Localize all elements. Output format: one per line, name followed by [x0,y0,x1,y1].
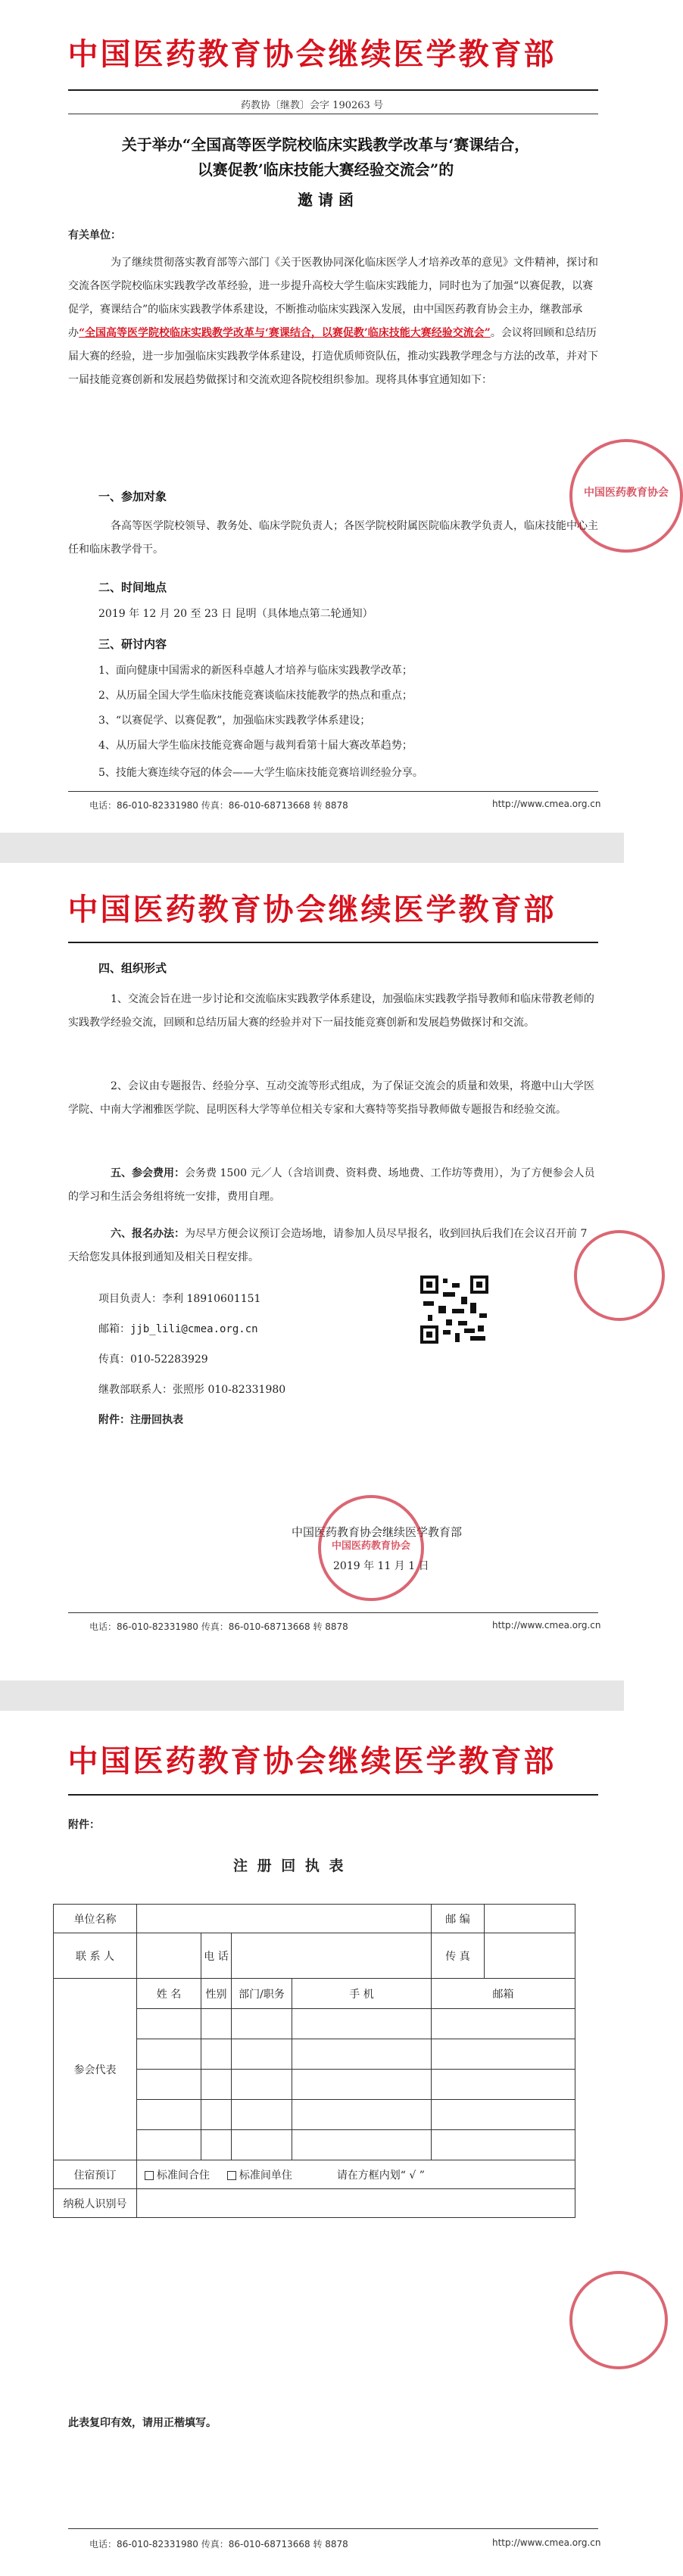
delegate-cell[interactable] [292,2039,432,2070]
meeting-name-highlight: “全国高等医学院校临床实践教学改革与‘赛课结合，以赛促教’临床技能大赛经验交流会” [79,327,491,339]
footer-contact: 电话：86-010-82331980 传真：86-010-68713668 转 8878 [89,2539,348,2550]
fee-paragraph [68,1162,598,1209]
delegate-cell[interactable] [292,2009,432,2039]
letter-title-line-2: 以赛促教’临床技能大赛经验交流会”的 [197,160,454,179]
footer-contact: 电话：86-010-82331980 传真：86-010-68713668 转 8878 [89,1621,348,1632]
footer-rule [68,2528,598,2529]
page-1-bottom [0,765,624,833]
edge-seal-stamp [574,1230,665,1321]
unit-name-label: 单位名称 [54,1905,137,1933]
contact-office: 继教部联系人：张照彤 010-82331980 [98,1384,286,1396]
registration-table [53,1904,575,2218]
topic-item: 3、“以赛促学、以赛促教”，加强临床实践教学体系建设； [98,715,371,727]
col-email: 邮箱 [432,1979,575,2009]
delegate-cell[interactable] [201,2100,232,2130]
contact-field[interactable] [137,1933,201,1979]
postal-label: 邮 编 [432,1905,485,1933]
col-name: 姓 名 [137,1979,201,2009]
time-place-text: 2019 年 12 月 20 至 23 日 昆明（具体地点第二轮通知） [98,608,373,620]
header-rule [68,1794,598,1796]
col-gender: 性别 [201,1979,232,2009]
section-participants: 一、参加对象 [98,490,167,503]
edge-seal-stamp [569,2271,668,2369]
footer-contact: 电话：86-010-82331980 传真：86-010-68713668 转 8878 [89,800,348,811]
page-2 [0,863,624,1680]
registration-paragraph [68,1223,598,1269]
contact-label: 联 系 人 [54,1933,137,1979]
double-room-label: 标准间合住 [157,2169,210,2182]
delegate-cell[interactable] [432,2039,575,2070]
footer-website: http://www.cmea.org.cn [492,1620,601,1631]
contact-email-row [98,1321,258,1336]
org-header: 中国医药教育协会继续医学教育部 [67,892,557,927]
qr-code [420,1276,488,1344]
delegate-cell[interactable] [232,2130,292,2160]
delegates-label: 参会代表 [54,1979,137,2160]
taxpayer-label: 纳税人识别号 [54,2189,137,2218]
contact-manager: 项目负责人：李利 18910601151 [98,1293,261,1305]
contact-fax: 传真：010-52283929 [98,1353,208,1366]
delegate-cell[interactable] [201,2009,232,2039]
form-title: 注 册 回 执 表 [233,1858,346,1874]
participants-body: 各高等医学院校领导、教务处、临床学院负责人；各医学院校附属医院临床教学负责人，临床技能中心主任和临床教学骨干。 [68,520,598,556]
topic-item: 4、从历届大学生临床技能竞赛命题与裁判看第十届大赛改革趋势； [98,740,413,752]
delegate-cell[interactable] [292,2100,432,2130]
attachment-note: 附件：注册回执表 [98,1414,183,1426]
delegate-cell[interactable] [432,2009,575,2039]
format-paragraph-2 [68,1075,598,1122]
intro-paragraph [68,251,598,392]
single-room-label: 标准间单住 [239,2169,292,2182]
lodging-label: 住宿预订 [54,2160,137,2189]
document-number: 药教协〔继教〕会字 190263 号 [241,100,383,111]
delegate-cell[interactable] [292,2070,432,2100]
delegate-cell[interactable] [232,2009,292,2039]
phone-field[interactable] [232,1933,432,1979]
section-topics: 三、研讨内容 [98,637,167,651]
page-3 [0,1711,624,2576]
delegate-cell[interactable] [232,2070,292,2100]
participants-text [68,515,598,562]
delegate-cell[interactable] [137,2009,201,2039]
registration-text: 为尽早方便会议预订会造场地，请参加人员尽早报名，收到回执后我们在会议召开前 7 天给您发具体报到通知及相关日程安排。 [68,1228,588,1263]
single-room-checkbox[interactable] [227,2171,236,2180]
delegate-cell[interactable] [137,2130,201,2160]
header-rule [68,89,598,91]
taxpayer-field[interactable] [137,2189,575,2218]
tick-hint: 请在方框内划“ √ ” [336,2169,425,2182]
delegate-cell[interactable] [201,2039,232,2070]
delegate-cell[interactable] [137,2039,201,2070]
email-value: jjb_lili@cmea.org.cn [130,1323,258,1335]
official-seal-stamp [318,1495,424,1601]
col-mobile: 手 机 [292,1979,432,2009]
delegate-cell[interactable] [201,2130,232,2160]
letter-title-line-1: 关于举办“全国高等医学院校临床实践教学改革与‘赛课结合， [121,135,530,154]
postal-field[interactable] [485,1905,575,1933]
fee-label: 五、参会费用： [111,1167,185,1179]
attachment-label: 附件： [68,1819,100,1831]
header-rule [68,942,598,943]
signature-organization: 中国医药教育协会继续医学教育部 [292,1525,463,1539]
intro-text-a: 为了继续贯彻落实教育部等六部门《关于医教协同深化临床医学人才培养改革的意见》文件精神，探讨和交流各医学院校临床实践教学改革经验，进一步提升高校大学生临床实践能力，同时也为了加强“以赛促教，以赛促学，赛课结合”的临床实践教学体系建设，不断推动临床实践深入发展，由中国医药教育协会主办，继教部承办 [68,257,598,339]
delegate-cell[interactable] [432,2070,575,2100]
delegate-cell[interactable] [232,2100,292,2130]
red-seal-stamp [569,439,683,553]
org-header: 中国医药教育协会继续医学教育部 [67,37,557,72]
section-time-place: 二、时间地点 [98,581,167,594]
delegate-cell[interactable] [201,2070,232,2100]
salutation: 有关单位： [68,229,121,241]
delegate-cell[interactable] [432,2130,575,2160]
page-gap [0,1680,624,1711]
topic-item: 2、从历届全国大学生临床技能竞赛谈临床技能教学的热点和重点； [98,690,413,702]
delegate-cell[interactable] [137,2070,201,2100]
delegate-cell[interactable] [292,2130,432,2160]
footer-website: http://www.cmea.org.cn [492,2537,601,2548]
seal-text: 中国医药教育协会 [331,1540,410,1552]
fee-text: 会务费 1500 元／人（含培训费、资料费、场地费、工作坊等费用），为了方便参会人员的学习和生活会务组将统一安排，费用自理。 [68,1167,595,1203]
signature-date: 2019 年 11 月 1 日 [333,1560,429,1572]
page-gap [0,833,624,863]
format-paragraph-1 [68,988,598,1035]
form-note: 此表复印有效，请用正楷填写。 [68,2417,217,2429]
section-format: 四、组织形式 [98,961,167,975]
topic-item: 1、面向健康中国需求的新医科卓越人才培养与临床实践教学改革； [98,665,413,677]
seal-text: 中国医药教育协会 [584,487,669,499]
fax-label: 传 真 [432,1933,485,1979]
format-text-2: 2、会议由专题报告、经验分享、互动交流等形式组成，为了保证交流会的质量和效果，将邀中山大学医学院、中南大学湘雅医学院、昆明医科大学等单位相关专家和大赛特等奖指导教师做专题报告和经验交流。 [68,1080,594,1116]
intro-text-b: 。会议将回顾和总结历届大赛的经验，进一步加强临床实践教学体系建设，打造优质师资队伍，推动实践教学理念与方法的改革，并对下一届技能竞赛创新和发展趋势做探讨和交流欢迎各院校组织参加。现将具体事宜通知如下： [68,327,598,386]
registration-label: 六、报名办法： [111,1228,185,1240]
org-header: 中国医药教育协会继续医学教育部 [67,1744,557,1779]
letter-title-line-3: 邀 请 函 [298,191,354,209]
unit-name-field[interactable] [137,1905,432,1933]
fax-field[interactable] [485,1933,575,1979]
delegate-cell[interactable] [432,2100,575,2130]
topic-item: 5、技能大赛连续夺冠的体会——大学生临床技能竞赛培训经验分享。 [98,767,423,779]
delegate-cell[interactable] [232,2039,292,2070]
footer-rule [68,791,598,792]
format-text-1: 1、交流会旨在进一步讨论和交流临床实践教学体系建设，加强临床实践教学指导教师和临床带教老师的实践教学经验交流，回顾和总结历届大赛的经验并对下一届技能竞赛创新和发展趋势做探讨和交流。 [68,993,594,1029]
col-dept: 部门/职务 [232,1979,292,2009]
phone-label: 电 话 [201,1933,232,1979]
lodging-options [137,2160,575,2189]
double-room-checkbox[interactable] [145,2171,154,2180]
delegate-cell[interactable] [137,2100,201,2130]
footer-rule [68,1612,598,1613]
email-label: 邮箱： [98,1323,130,1335]
footer-website: http://www.cmea.org.cn [492,799,601,809]
page-1 [0,0,669,765]
